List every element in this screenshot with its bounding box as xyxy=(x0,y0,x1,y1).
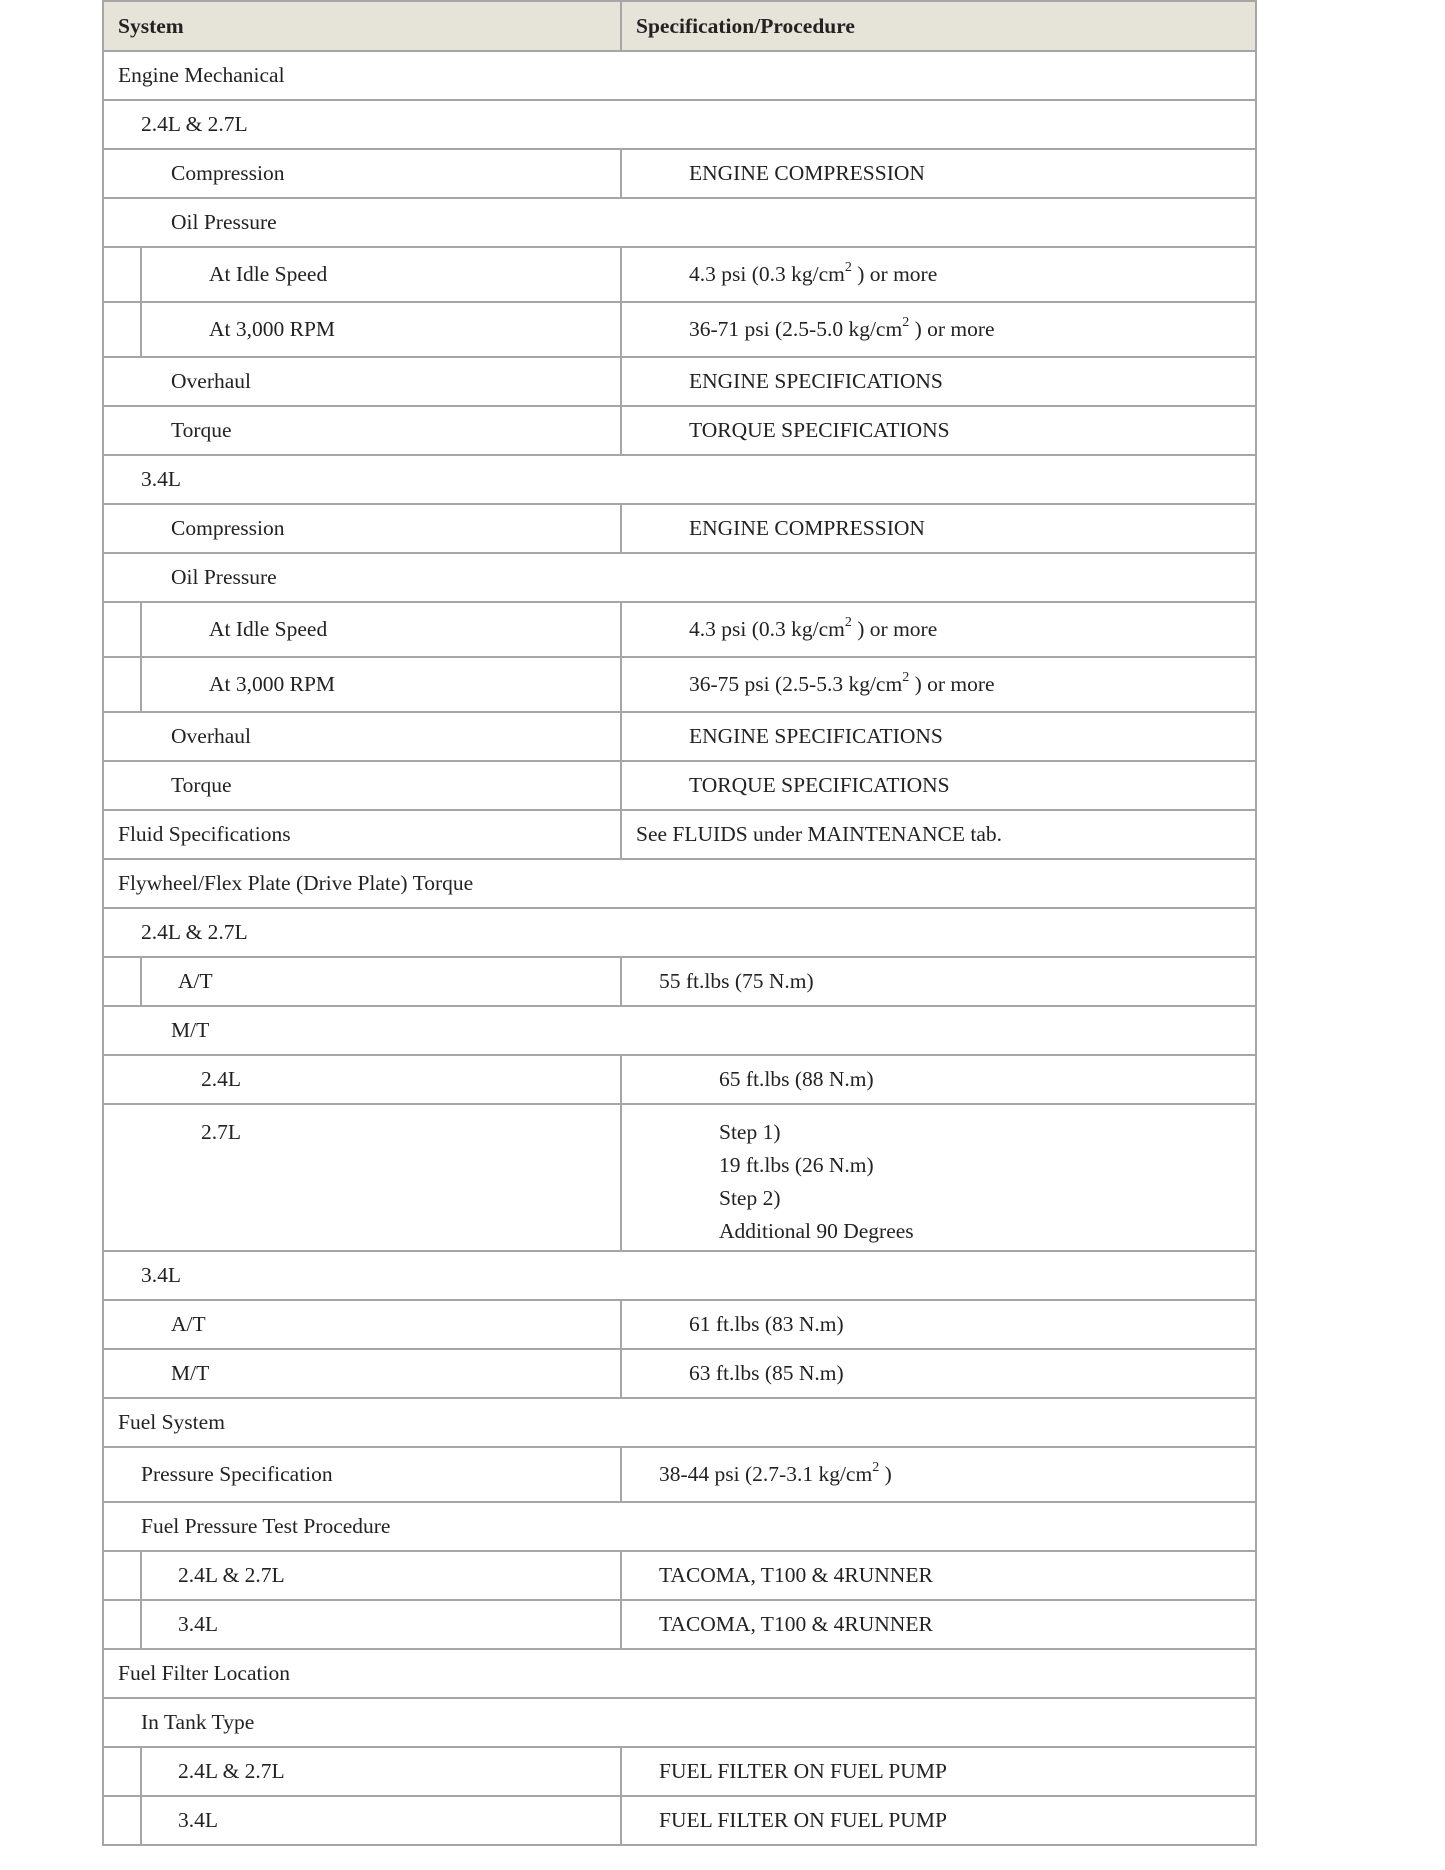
spec-cell: 65 ft.lbs (88 N.m) xyxy=(621,1055,1256,1104)
system-cell: 2.7L xyxy=(103,1104,621,1251)
table-row xyxy=(103,1649,1256,1698)
table-row xyxy=(103,1447,1256,1502)
table-row xyxy=(103,357,1256,406)
table-row xyxy=(103,859,1256,908)
table-row xyxy=(103,1551,1256,1600)
step-2-label: Step 2) xyxy=(719,1186,781,1210)
spec-cell: TACOMA, T100 & 4RUNNER xyxy=(621,1551,1256,1600)
system-cell: Overhaul xyxy=(103,357,621,406)
system-cell: At Idle Speed xyxy=(141,602,621,657)
spec-cell: FUEL FILTER ON FUEL PUMP xyxy=(621,1747,1256,1796)
step-1-value: 19 ft.lbs (26 N.m) xyxy=(719,1153,874,1177)
step-2-value: Additional 90 Degrees xyxy=(719,1219,914,1243)
table-row xyxy=(103,602,1256,657)
section-heading: Fuel System xyxy=(103,1398,1256,1447)
indent-cell xyxy=(103,602,141,657)
spec-cell: See FLUIDS under MAINTENANCE tab. xyxy=(621,810,1256,859)
system-cell: 3.4L xyxy=(141,1796,621,1845)
system-cell: 2.4L & 2.7L xyxy=(141,1551,621,1600)
table-row xyxy=(103,1747,1256,1796)
section-heading: Fluid Specifications xyxy=(103,810,621,859)
spec-cell: TORQUE SPECIFICATIONS xyxy=(621,761,1256,810)
spec-cell: 4.3 psi (0.3 $kg/cm^2$ ) or more xyxy=(621,602,1256,657)
table-row xyxy=(103,712,1256,761)
spec-cell xyxy=(621,1104,1256,1251)
system-cell: 3.4L xyxy=(141,1600,621,1649)
spec-cell: 38-44 psi (2.7-3.1 $kg/cm^2$ ) xyxy=(621,1447,1256,1502)
system-cell: A/T xyxy=(103,1300,621,1349)
section-heading: Flywheel/Flex Plate (Drive Plate) Torque xyxy=(103,859,1256,908)
table-row xyxy=(103,406,1256,455)
table-row xyxy=(103,1600,1256,1649)
spec-cell: ENGINE SPECIFICATIONS xyxy=(621,712,1256,761)
system-cell: 2.4L & 2.7L xyxy=(141,1747,621,1796)
table-row xyxy=(103,908,1256,957)
subsection-heading: M/T xyxy=(103,1006,1256,1055)
spec-cell: ENGINE SPECIFICATIONS xyxy=(621,357,1256,406)
subsection-heading: 3.4L xyxy=(103,1251,1256,1300)
subsection-heading: Fuel Pressure Test Procedure xyxy=(103,1502,1256,1551)
spec-cell: TACOMA, T100 & 4RUNNER xyxy=(621,1600,1256,1649)
table-row xyxy=(103,1698,1256,1747)
system-cell: Overhaul xyxy=(103,712,621,761)
spec-cell: 4.3 psi (0.3 $kg/cm^2$ ) or more xyxy=(621,247,1256,302)
table-row xyxy=(103,1006,1256,1055)
indent-cell xyxy=(103,657,141,712)
system-cell: Torque xyxy=(103,761,621,810)
table-row xyxy=(103,1398,1256,1447)
indent-cell xyxy=(103,1747,141,1796)
table-row xyxy=(103,51,1256,100)
table-row xyxy=(103,149,1256,198)
system-cell: A/T xyxy=(141,957,621,1006)
system-cell: Torque xyxy=(103,406,621,455)
table-row xyxy=(103,761,1256,810)
indent-cell xyxy=(103,1796,141,1845)
table-row xyxy=(103,1502,1256,1551)
table-row xyxy=(103,1300,1256,1349)
system-cell: Compression xyxy=(103,504,621,553)
table-row xyxy=(103,810,1256,859)
system-cell: 2.4L xyxy=(103,1055,621,1104)
table-row xyxy=(103,1796,1256,1845)
step-1-label: Step 1) xyxy=(719,1120,781,1144)
table-row xyxy=(103,1055,1256,1104)
subsection-heading: 3.4L xyxy=(103,455,1256,504)
spec-cell: FUEL FILTER ON FUEL PUMP xyxy=(621,1796,1256,1845)
spec-cell: 36-75 psi (2.5-5.3 $kg/cm^2$ ) or more xyxy=(621,657,1256,712)
system-cell: At 3,000 RPM xyxy=(141,302,621,357)
subsection-heading: 2.4L & 2.7L xyxy=(103,908,1256,957)
spec-cell: 61 ft.lbs (83 N.m) xyxy=(621,1300,1256,1349)
section-heading: Engine Mechanical xyxy=(103,51,1256,100)
system-cell: At Idle Speed xyxy=(141,247,621,302)
spec-column-header: Specification/Procedure xyxy=(621,1,1256,51)
spec-cell: ENGINE COMPRESSION xyxy=(621,504,1256,553)
indent-cell xyxy=(103,1551,141,1600)
spec-cell: 36-71 psi (2.5-5.0 $kg/cm^2$ ) or more xyxy=(621,302,1256,357)
subsection-heading: 2.4L & 2.7L xyxy=(103,100,1256,149)
system-cell: Compression xyxy=(103,149,621,198)
table-row xyxy=(103,1104,1256,1251)
system-cell: At 3,000 RPM xyxy=(141,657,621,712)
table-row xyxy=(103,302,1256,357)
spec-cell: ENGINE COMPRESSION xyxy=(621,149,1256,198)
system-cell: M/T xyxy=(103,1349,621,1398)
indent-cell xyxy=(103,302,141,357)
table-row xyxy=(103,455,1256,504)
table-row xyxy=(103,1251,1256,1300)
table-header-row xyxy=(103,1,1256,51)
spec-cell: 55 ft.lbs (75 N.m) xyxy=(621,957,1256,1006)
table-row xyxy=(103,957,1256,1006)
system-column-header: System xyxy=(103,1,621,51)
table-row xyxy=(103,198,1256,247)
table-row xyxy=(103,247,1256,302)
spec-cell: 63 ft.lbs (85 N.m) xyxy=(621,1349,1256,1398)
table-row xyxy=(103,100,1256,149)
subsection-heading: In Tank Type xyxy=(103,1698,1256,1747)
table-row xyxy=(103,553,1256,602)
indent-cell xyxy=(103,1600,141,1649)
spec-cell: TORQUE SPECIFICATIONS xyxy=(621,406,1256,455)
table-row xyxy=(103,504,1256,553)
subsection-heading: Oil Pressure xyxy=(103,198,1256,247)
indent-cell xyxy=(103,247,141,302)
subsection-heading: Oil Pressure xyxy=(103,553,1256,602)
section-heading: Fuel Filter Location xyxy=(103,1649,1256,1698)
table-row xyxy=(103,657,1256,712)
table-row xyxy=(103,1349,1256,1398)
specifications-table xyxy=(102,0,1257,1846)
system-cell: Pressure Specification xyxy=(103,1447,621,1502)
indent-cell xyxy=(103,957,141,1006)
